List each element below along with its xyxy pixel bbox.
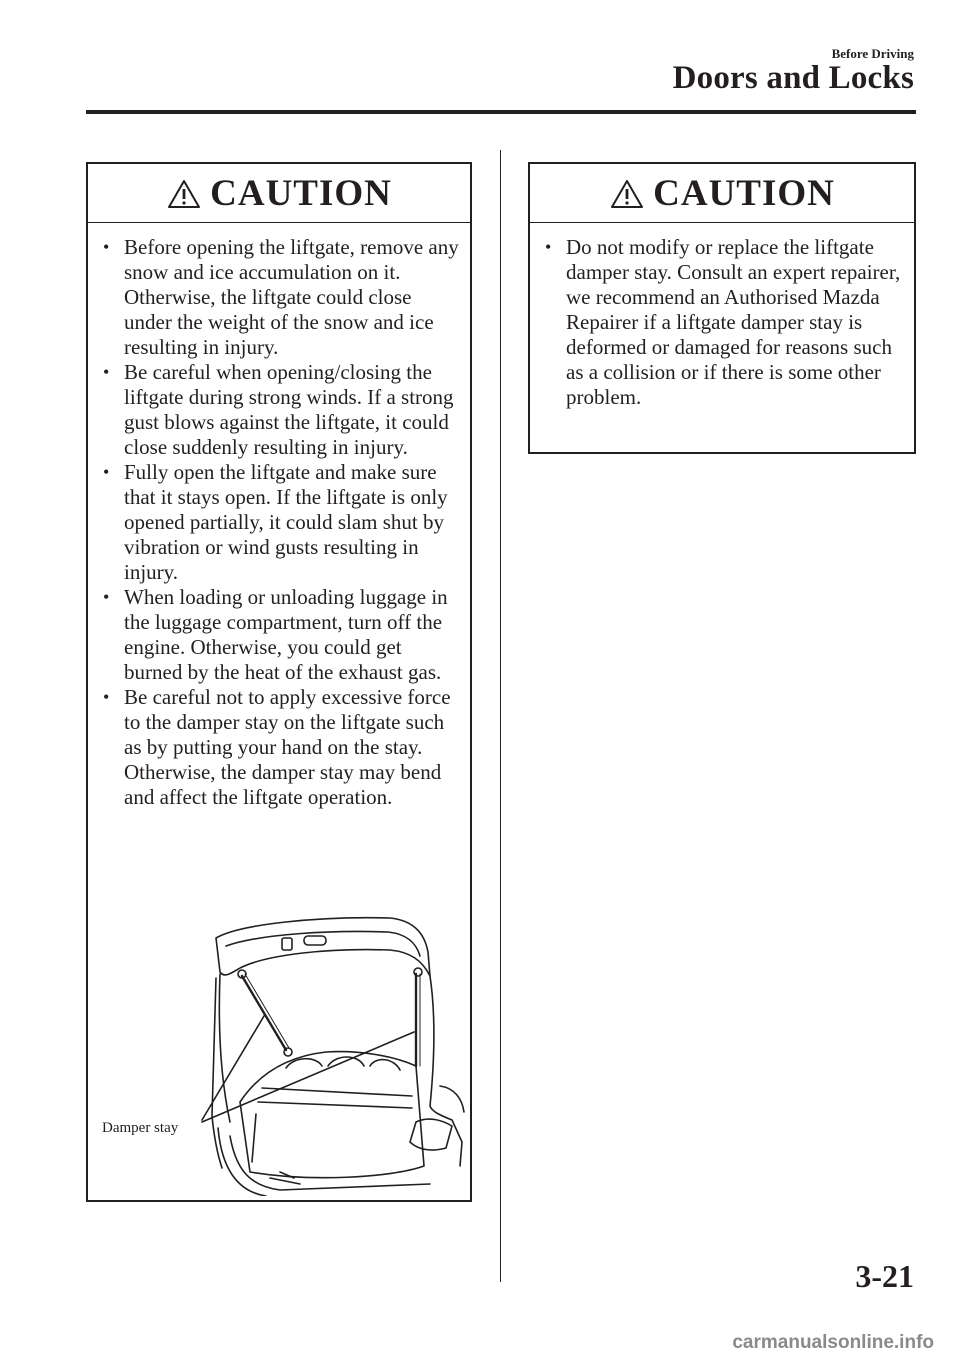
bullet-glyph: • xyxy=(103,587,110,607)
caution-item-text: Fully open the liftgate and make sure that it stays open. If the liftgate is only opened partially, it could slam shut by vibration or wind gusts resulting in injury. xyxy=(124,460,448,584)
watermark: carmanualsonline.info xyxy=(732,1332,934,1353)
caution-item-text: When loading or unloading luggage in the luggage compartment, turn off the engine. Otherwise, you could get burned by the heat of the exhaust gas. xyxy=(124,585,448,684)
header-rule xyxy=(86,110,916,114)
caution-title: CAUTION xyxy=(653,172,835,214)
section-title: Before Driving xyxy=(831,46,914,61)
bullet-glyph: • xyxy=(103,362,110,382)
figure-label: Damper stay xyxy=(102,1120,179,1136)
caution-item xyxy=(103,685,464,810)
caution-item xyxy=(545,235,908,410)
caution-box-right xyxy=(528,162,916,454)
chapter-title: Doors and Locks xyxy=(672,60,914,96)
caution-item-text: Before opening the liftgate, remove any snow and ice accumulation on it. Otherwise, the liftgate could close under the weight of the snow and ice resulting in injury. xyxy=(124,235,459,359)
liftgate-damper-illustration xyxy=(90,916,472,1196)
bullet-glyph: • xyxy=(545,237,552,257)
warning-triangle-icon xyxy=(609,178,645,210)
caution-header xyxy=(88,164,470,223)
caution-item-text: Be careful not to apply excessive force to the damper stay on the liftgate such as by putting your hand on the stay. Otherwise, the damper stay may bend and affect the liftgate operation. xyxy=(124,685,451,809)
caution-box-left xyxy=(86,162,472,1202)
caution-item xyxy=(103,235,464,360)
page-number: 3-21 xyxy=(855,1258,914,1294)
caution-list xyxy=(530,223,914,410)
caution-item-text: Do not modify or replace the liftgate damper stay. Consult an expert repairer, we recommend an Authorised Mazda Repairer if a liftgate damper stay is deformed or damaged for reasons such as a collision or if there is some other problem. xyxy=(566,235,901,409)
bullet-glyph: • xyxy=(103,237,110,257)
caution-item-text: Be careful when opening/closing the liftgate during strong winds. If a strong gust blows against the liftgate, it could close suddenly resulting in injury. xyxy=(124,360,454,459)
caution-title: CAUTION xyxy=(210,172,392,214)
warning-triangle-icon xyxy=(166,178,202,210)
caution-list xyxy=(88,223,470,810)
bullet-glyph: • xyxy=(103,687,110,707)
caution-header xyxy=(530,164,914,223)
caution-item xyxy=(103,360,464,460)
caution-item xyxy=(103,585,464,685)
bullet-glyph: • xyxy=(103,462,110,482)
caution-item xyxy=(103,460,464,585)
column-divider xyxy=(500,150,501,1282)
